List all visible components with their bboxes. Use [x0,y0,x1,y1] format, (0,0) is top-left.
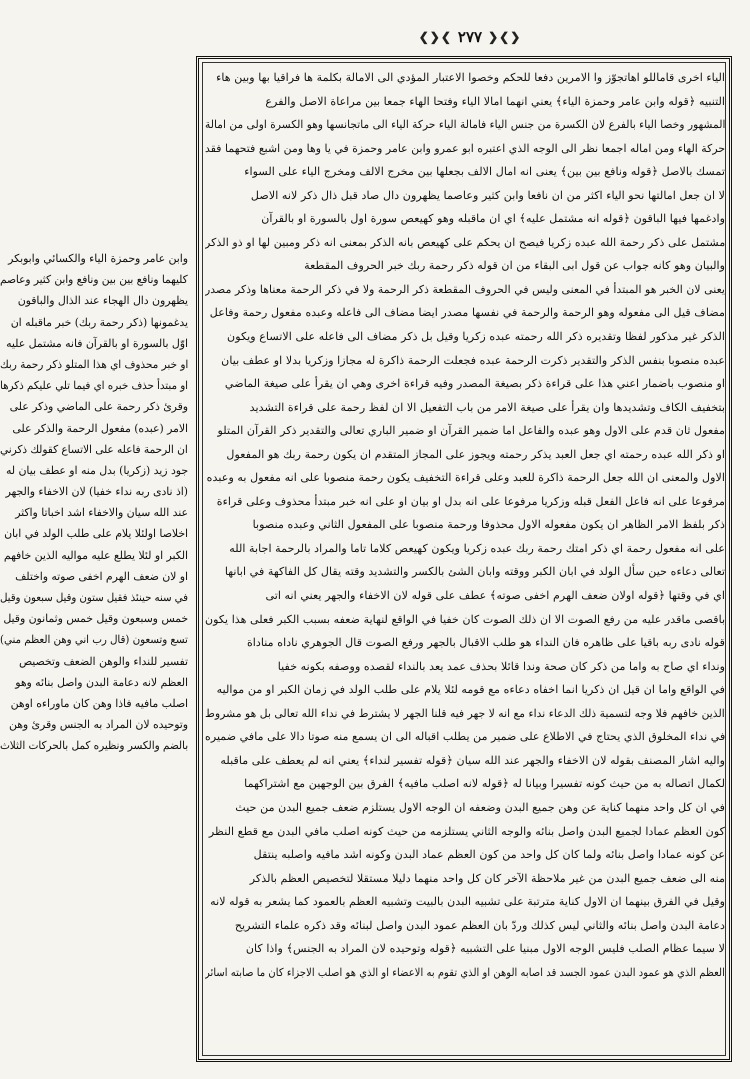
commentary-line: لا سيما عظام الصلب فليس الوجه الاول مبنيا على التشبيه ﴿قوله وتوحيده لان المراد به الجنس﴾ واذا كان [245,942,725,956]
commentary-line: ذكر بلفظ الامر الظاهر ان يكون مفعوله الاول محذوفا ورحمة منصوبا على المفعول الثاني وعبده منصوبا [252,518,725,532]
commentary-text-block [205,66,725,1056]
commentary-line: مشتمل على ذكر رحمة الله عبده زكريا فيصح ان يحكم على كهيعص بانه الذكر بمعنى انه ذكر ومبين لها او ذو الذكر [205,235,725,249]
commentary-line: مفعول ثان قدم على الاول وهو عبده والفاعل اما ضمير القرآن او ضمير الباري تعالى والتقدير ذكر القرآن المتلو [217,424,725,438]
commentary-line: بتخفيف الكاف وتشديدها وان يقرأ على صيغة الامر من باب التفعيل الا ان لفظ رحمة على قراءة التشديد [249,400,725,414]
commentary-line: في نداء المخلوق الذي يحتاج في الاطلاع على ضمير من يطلب اقباله الى ان يسمع منه صوتا دالا على مافي ضميره [205,730,725,744]
page-number [410,26,530,48]
margin-line: يظهرون دال الهجاء عند الذال والباقون [17,294,188,308]
commentary-line: او ذكر الله عبده رحمته اي جعل العبد يذكر رحمته ويجوز على المجاز المتقدم ان يكون رحمة ربك هو المفعول [226,447,725,461]
commentary-line: باقصى ماقدر عليه من رفع الصوت الا ان ذلك الصوت كان خفيا في الواقع لنهاية ضعفه بسبب الكبر فعلى هذا يكون [205,612,725,626]
commentary-line: اي في وقتها ﴿قوله اولان ضعف الهرم اخفى صوته﴾ عطف على قوله لان الاخفاء والجهر يعني انه اتى [265,589,725,603]
commentary-line: التنبيه ﴿قوله وابن عامر وحمزة الياء﴾ يعني انهما امالا الياء وفتحا الهاء جمعا بين مراعاة الاصل والفرع [265,94,725,108]
commentary-line: في الواقع واما ان قيل ان ذكريا انما اخفاه دعاءه مع قومه لئلا يلام على طلب الولد في زمان الكبر او من مواليه [216,683,725,697]
commentary-line: او منصوب باضمار اعني هذا على قراءة ذكر بصيغة المصدر وفيه قراءة اخرى وهي ان يقرأ على صيغة الماضي [224,377,725,391]
commentary-line: ونداء اي صاح به واما من ذكر كان صحة وندا قائلا بحذف عمد يعد بالنداء لقصده ووصفه بكونه خفيا [277,659,725,673]
commentary-line: عبده منصوبا بنفس الذكر والتقدير ذكرت الرحمة عبده فجعلت الرحمة ذاكرة له مجازا وزكريا بدلا او عطف بيان [221,353,725,367]
commentary-line: كون العظم عمادا لجميع البدن واصل بنائه والوجه الثاني يستلزمه من حيث كونه اصلب مافي البدن مع قطع النظر [208,824,725,838]
commentary-line: الياء اخرى قاماللو اهاتجوّز وا الامرين دفعا للحكم وخصوا الاعتبار المؤدي الى الامالة بكلمة ها فراقيا بها وبين هاء [216,71,725,84]
commentary-line: وقيل في الفرق بينهما ان الاول كناية مترتبة على تشبيه البدن بالبيت وتشبيه العظم بالعمود كما يشعر به قوله لانه [210,895,725,909]
commentary-line: عن كونه عمادا واصل بنائه ولما كان كل واحد من كون العظم عماد البدن وكونه اشد مافيه واصلبه ينتقل [253,848,725,862]
commentary-line: دعامة البدن واصل بنائه والثاني ليس كذلك وردّ بان العظم عمود البدن واصل لبنائه وقد ذكره علماء التشريح [234,918,725,932]
margin-line: او لان ضعف الهرم اخفى صوته واختلف [15,569,188,583]
commentary-line: لكمال اتصاله به من حيث كونه تفسيرا وبيانا له ﴿قوله لانه اصلب مافيه﴾ الفرق بين الوجهين مع اشتراكهما [244,777,725,791]
commentary-line: المشهور وخصا الياء بالفرع لان الكسرة من جنس الياء فامالة الياء حركة الياء الى ماتجانسها وهو الكسرة اولى من امالة [205,118,725,132]
margin-line: في سنه حينئذ فقيل ستون وقيل سبعون وقيل [0,591,188,604]
commentary-line: واليه اشار المصنف بقوله لان الاخفاء والجهر عند الله سيان ﴿قوله تفسير لنداء﴾ يعني انه لم يعطف على ماقبله [220,753,725,767]
commentary-line: في ان كل واحد منهما كناية عن وهن جميع البدن وضعفه ان الوجه الاول يستلزم ضعف جميع البدن من حيث [235,800,725,814]
commentary-line: الذين خافهم فلا وجه لتسمية ذلك الدعاء نداء مع انه لا جهر فيه قلنا الجهر لا يشترط في نداء الله تعالى بل هو مشروط [205,706,725,720]
commentary-line: على انه مفعول رحمة اي ذكر امتك رحمة ربك عبده زكريا ويكون كهيعص كلاما تاما والمراد بالرحمة اجابة الله [229,541,725,555]
ornament-left-icon: ❮❯❮ [418,30,452,44]
commentary-line: قوله نادى ربه باقيا على ظاهره فان النداء هو طلب الاقبال بالجهر ورفع الصوت قال الجوهري ناداه مناداة [246,636,725,650]
margin-line: الكبر او لئلا يطلع عليه مواليه الذين خافهم [3,548,188,562]
margin-line: العظم لانه دعامة البدن واصل بنائه وهو [15,675,188,689]
commentary-line: مرفوعا على انه فاعل الفعل قبله وزكريا مرفوعا على انه بدل او بيان او على انه خبر مبتدأ محذوف وعلى قراءة [216,494,725,508]
margin-line: يدغمونها (ذكر رحمة ربك) خبر ماقبله ان [10,315,188,329]
ornament-right-icon: ❯❮❯ [488,30,522,44]
margin-line: بالضم والكسر ونظيره كمل بالحركات الثلاث [0,739,188,753]
margin-line: (اذ نادى ربه نداء خفيا) لان الاخفاء والجهر [5,485,188,499]
commentary-line: والبيان وهو كانه جواب عن قول ابى البقاء من ان قوله ذكر رحمة ربك خبر الحروف المقطعة [304,259,725,273]
commentary-line: لا ان جعل امالتها نحو الياء اكثر من ان نافعا وابن كثير وعاصما يظهرون دال صاد قبل ذال ذكر لانه الاصل [250,188,725,202]
margin-line: وتوحيده لان المراد به الجنس وقرئ وهن [8,718,188,732]
margin-line: اصلب مافيه فاذا وهن كان ماوراءه اوهن [10,696,188,710]
margin-line: او خبر محذوف اي هذا المتلو ذكر رحمة ربك [0,357,188,371]
margin-line: كليهما ونافع بين بين ونافع وابن كثير وعاصم [0,273,188,287]
commentary-line: تمسك بالاصل ﴿قوله ونافع بين بين﴾ يعنى انه امال الالف بجعلها بين مخرج الالف ومخرج الياء على السواء [244,165,725,179]
commentary-line: الذكر غير مذكور لفظا وتقديره ذكر الله رحمته عبده زكريا وقيل بل ذكر مضاف الى فاعله على الاتساع ويكون [227,330,725,344]
margin-line: وقرئ ذكر رحمة على الماضي وذكر على [9,400,188,414]
commentary-line: تعالى دعاءه حين سأل الولد في ابان الكبر ووقته وابان الشئ بالكسر والتشديد وقته يقال كل الفاكهة في ابانها [224,565,725,579]
margin-line: اوّل بالسورة او بالقرآن فانه مشتمل عليه [6,336,188,350]
margin-line: جود زيد (زكريا) بدل منه او عطف بيان له [5,463,188,477]
commentary-line: حركة الهاء ومن اماله اجمعا نظر الى الوجه الذي اعتبره ابو عمرو وابن عامر وحمزة في يا وها ومن اشبع فتحهما فقد [205,141,725,155]
margin-text-block [0,248,188,903]
commentary-line: يعنى لان الخبر هو المبتدأ في المعنى وليس في الحروف المقطعة ذكر الرحمة ولا في ذكر الرحمة معناها وذكر مصدر [205,282,725,296]
margin-line: او مبتدأ حذف خبره اي فيما تلي عليكم ذكرها [0,379,188,393]
margin-line: اخلاصا اولئلا يلام على طلب الولد في ابان [4,527,188,541]
margin-line: خمس وسبعون وقيل خمس وثمانون وقيل [3,612,188,626]
commentary-line: الاول والمعنى ان الله جعل الرحمة ذاكرة للعبد وعلى قراءة التخفيف يكون رحمة منصوبا على انه مفعول به وعبده [206,471,725,485]
margin-line: الامر (عبده) مفعول الرحمة والذكر على [12,421,188,435]
margin-line: تسع وتسعون (قال رب اني وهن العظم مني) [0,633,188,647]
margin-line: عند الله سيان والاخفاء اشد اخباتا واكثر [15,506,188,520]
commentary-line: مضاف قيل الى مفعوله وهو الرحمة والرحمة في نفسها مصدر ايضا مضاف الى فاعله وعبده مفعول رحمة وفاعل [209,306,725,320]
commentary-line: منه الى ضعف جميع البدن من غير ملاحظة الآخر كان كل واحد منهما دليلا مستقلا لتخصيص العظم بالذكر [249,871,725,885]
page-number-text: ٢٧٧ [457,28,483,46]
commentary-line: العظم الذي هو عمود البدن عمود الجسد قد اصابه الوهن او الذي تقوم به الاعضاء او الذي هو اصلب الاجزاء كان ما صابته اسائر [205,965,725,979]
margin-line: ان الرحمة فاعله على الاتساع كقولك ذكرني [0,442,188,456]
commentary-line: وادغمها فيها الباقون ﴿قوله انه مشتمل عليه﴾ اي ان ماقبله وهو كهيعص سورة اول بالسورة او بالقرآن [261,212,725,226]
margin-line: تفسير للنداء والوهن الضعف وتخصيص [19,654,188,668]
margin-line: وابن عامر وحمزة الياء والكسائي وابوبكر [8,252,188,265]
